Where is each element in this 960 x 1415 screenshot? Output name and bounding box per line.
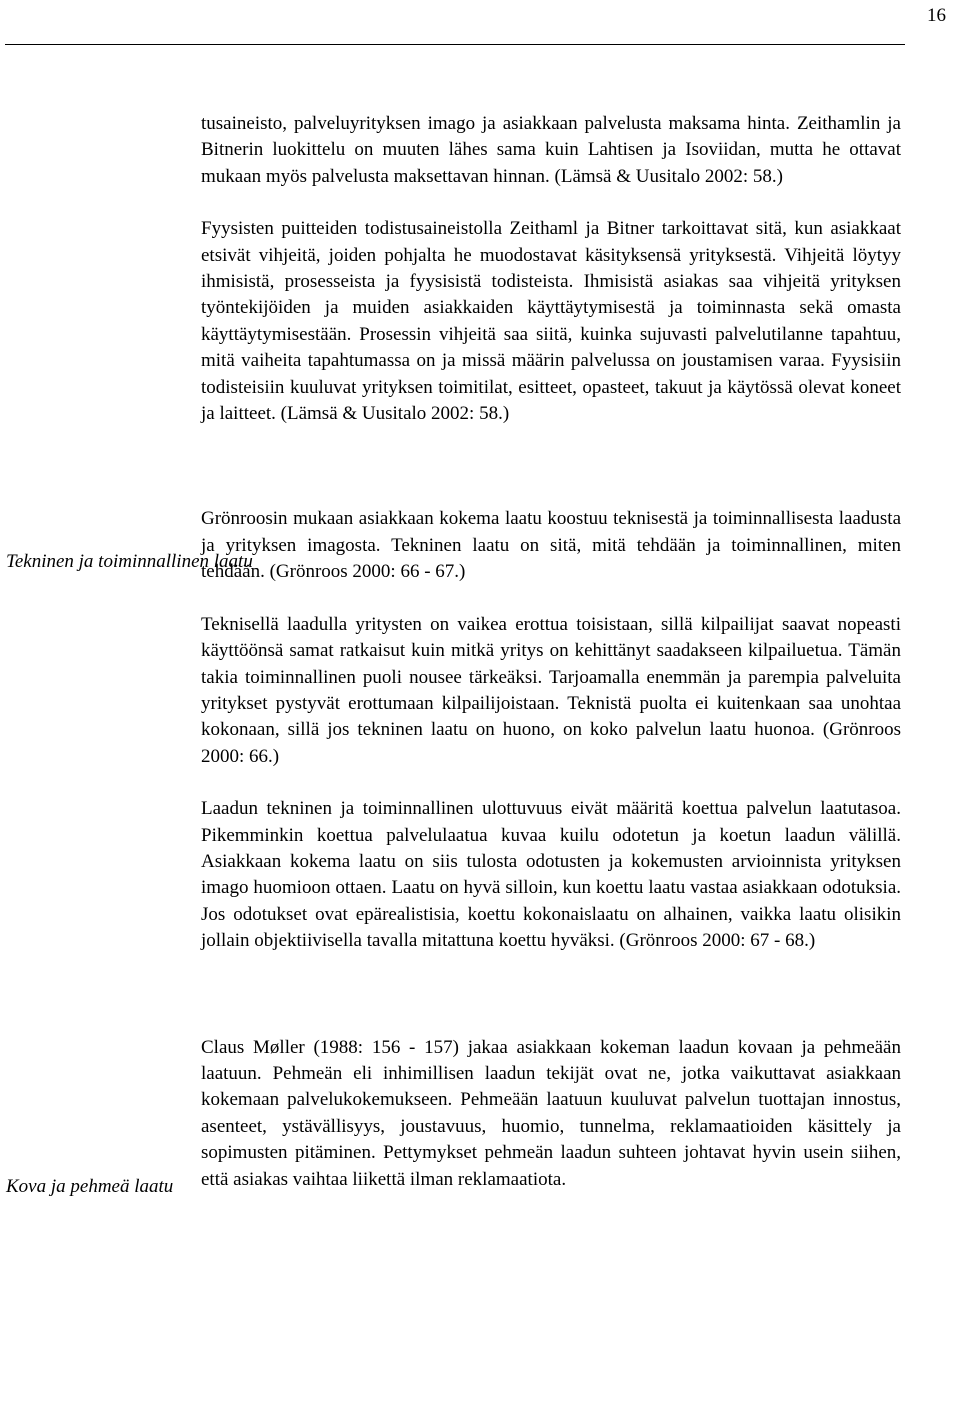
paragraph: Fyysisten puitteiden todistusaineistolla Zeithaml ja Bitner tarkoittavat sitä, kun asiakkaat etsivät vihjeitä, joiden pohjalta he muodostavat käsityksensä yrityksestä. Vihjeitä löytyy ihmisistä, prosesseista ja fyysisistä todisteista. Ihmisistä asiakas saa vihjeitä yrityksen työntekijöiden ja muiden asiakkaiden käyttäytymisestä ja toiminnasta sekä omasta käyttäytymisestään. Prosessin vihjeitä saa siitä, kuinka sujuvasti palvelutilanne tapahtuu, mitä vaiheita tapahtumassa on ja missä määrin palvelussa on joustamisen varaa. Fyysisiin todisteisiin kuuluvat yrityksen toimitilat, esitteet, opasteet, takuut ja käytössä olevat koneet ja laitteet. (Lämsä & Uusitalo 2002: 58.): [201, 218, 901, 425]
page-number: 16: [927, 5, 946, 26]
paragraph: tusaineisto, palveluyrityksen imago ja asiakkaan palvelusta maksama hinta. Zeithamlin ja Bitnerin luokittelu on muuten lähes sama kuin Lahtisen ja Isoviidan, mutta he ottavat mukaan myös palvelusta maksettavan hinnan. (Lämsä & Uusitalo 2002: 58.): [201, 113, 901, 187]
body-text: [201, 111, 901, 1193]
paragraph: Laadun tekninen ja toiminnallinen ulottuvuus eivät määritä koettua palvelun laatutasoa. Pikemminkin koettua palvelulaatua kuvaa kuilu odotetun ja koetun laadun välillä. Asiakkaan kokema laatu on siis tulosta odotusten ja kokemusten arvioinnista yrityksen imago huomioon ottaen. Laatu on hyvä silloin, kun koettu laatu vastaa asiakkaan odotuksia. Jos odotukset ovat epärealistisia, koettu kokonaislaatu on alhainen, vaikka laatu olisikin jollain objektiivisella tavalla mitattuna koettu hyväksi. (Grönroos 2000: 67 - 68.): [201, 798, 901, 952]
section-heading-technical-functional-quality: Tekninen ja toiminnallinen laatu: [6, 551, 253, 572]
header-rule: [5, 44, 905, 45]
paragraph: Teknisellä laadulla yritysten on vaikea erottua toisistaan, sillä kilpailijat saavat nopeasti käyttöönsä samat ratkaisut kuin mitkä yritys on kehittänyt saadakseen kilpailuetua. Tämän takia toiminnallinen puoli nousee tärkeäksi. Tarjoamalla enemmän ja parempia palveluita yritykset pystyvät erottumaan kilpailijoistaan. Teknistä puolta ei kuitenkaan saa unohtaa kokonaan, sillä jos tekninen laatu on huono, on koko palvelun laatu huonoa. (Grönroos 2000: 66.): [201, 613, 901, 767]
paragraph: Grönroosin mukaan asiakkaan kokema laatu koostuu teknisestä ja toiminnallisesta laadusta ja yrityksen imagosta. Tekninen laatu on sitä, mitä tehdään ja toiminnallinen, miten tehdään. (Grönroos 2000: 66 - 67.): [201, 508, 901, 583]
paragraph: Claus Møller (1988: 156 - 157) jakaa asiakkaan kokeman laadun kovaan ja pehmeään laatuun. Pehmeän eli inhimillisen laadun tekijät ovat ne, jotka vaikuttavat asiakkaan kokemaan palvelukokemukseen. Pehmeään laatuun kuuluvat palvelun tuottajan innostus, asenteet, ystävällisyys, joustavuus, huomio, tunnelma, reklamaatioiden käsittely ja sopimusten pitäminen. Pettymykset pehmeän laadun suhteen johtavat hyvin usein siihen, että asiakas vaihtaa liikettä ilman reklamaatiota.: [201, 1036, 901, 1190]
section-heading-hard-soft-quality: Kova ja pehmeä laatu: [6, 1176, 174, 1197]
